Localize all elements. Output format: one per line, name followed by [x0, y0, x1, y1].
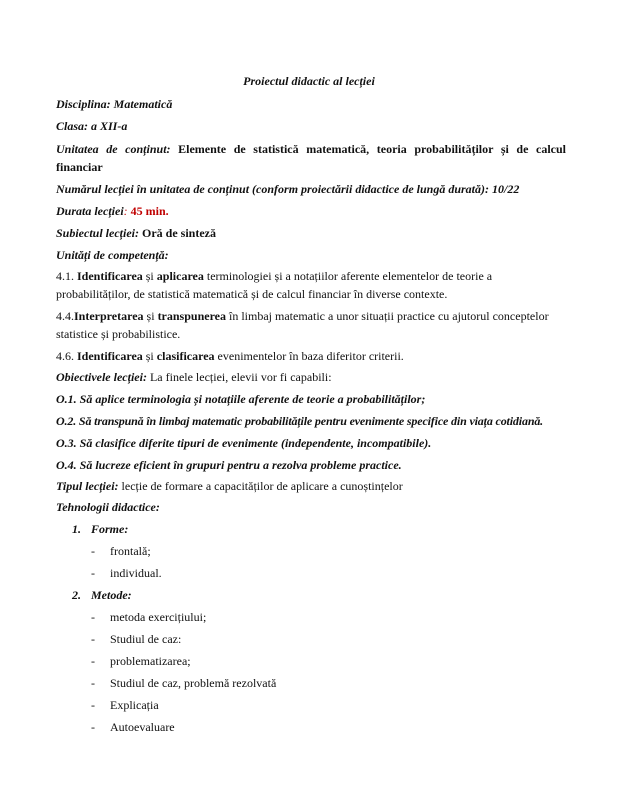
forme-item: frontală;	[110, 544, 151, 558]
unitatea-value: Elemente de statistică matematică, teoria probabilităților și de calcul	[170, 142, 566, 156]
durata-label: Durata lecției	[56, 204, 124, 218]
metode-item: Explicația	[110, 698, 159, 712]
competenta-4-1-line2: probabilităților, de statistică matematică și de calcul financiar în diverse contexte.	[56, 287, 448, 301]
competenta-num: 4.1.	[56, 269, 77, 283]
unitati-label: Unități de competență:	[56, 248, 169, 262]
bullet-dash: -	[91, 544, 95, 558]
competenta-conj: și	[142, 269, 157, 283]
page-title: Proiectul didactic al lecției	[243, 74, 375, 88]
competenta-verb1: Identificarea	[77, 349, 143, 363]
bullet-dash: -	[91, 720, 95, 734]
subiect-label: Subiectul lecției:	[56, 226, 139, 240]
metode-item: Autoevaluare	[110, 720, 175, 734]
subiect-value: Oră de sinteză	[139, 226, 216, 240]
tipul-value: lecție de formare a capacităților de aplicare a cunoștințelor	[118, 479, 403, 493]
tehnologii-label: Tehnologii didactice:	[56, 500, 160, 514]
bullet-dash: -	[91, 610, 95, 624]
competenta-rest: în limbaj matematic a unor situații practice cu ajutorul conceptelor	[226, 309, 549, 323]
competenta-4-1	[56, 269, 566, 283]
metode-item: metoda exercițiului;	[110, 610, 207, 624]
bullet-dash: -	[91, 566, 95, 580]
bullet-dash: -	[91, 676, 95, 690]
clasa: Clasa: a XII-a	[56, 119, 128, 133]
unitatea-line1	[56, 142, 566, 156]
obiectiv-o4: O.4. Să lucreze eficient în grupuri pentru a rezolva probleme practice.	[56, 458, 402, 472]
competenta-rest: evenimentelor în baza diferitor criterii.	[214, 349, 404, 363]
unitatea-label: Unitatea de conținut:	[56, 142, 171, 156]
tipul-label: Tipul lecției:	[56, 479, 119, 493]
competenta-verb2: clasificarea	[156, 349, 215, 363]
bullet-dash: -	[91, 698, 95, 712]
metode-item: problematizarea;	[110, 654, 191, 668]
durata-sep: :	[123, 204, 131, 218]
competenta-rest: terminologiei și a notațiilor aferente elementelor de teorie a	[203, 269, 493, 283]
competenta-verb1: Identificarea	[77, 269, 143, 283]
metode-item: Studiul de caz:	[110, 632, 182, 646]
unitatea-line2: financiar	[56, 160, 103, 174]
competenta-4-4	[56, 309, 566, 323]
obiectiv-o2: O.2. Să transpună în limbaj matematic probabilitățile pentru evenimente specifice din viața cotidiană.	[56, 414, 544, 428]
tipul-lectiei	[56, 479, 566, 493]
obiectiv-o3: O.3. Să clasifice diferite tipuri de evenimente (independente, incompatibile).	[56, 436, 432, 450]
obiective-label: Obiectivele lecției:	[56, 370, 147, 384]
durata-value: 45 min.	[130, 204, 169, 218]
competenta-num: 4.6.	[56, 349, 77, 363]
durata	[56, 204, 566, 218]
obiective	[56, 370, 566, 384]
metode-label: Metode:	[91, 588, 132, 602]
disciplina: Disciplina: Matematică	[56, 97, 173, 111]
metode-item: Studiul de caz, problemă rezolvată	[110, 676, 277, 690]
forme-number: 1.	[72, 522, 81, 536]
subiect	[56, 226, 566, 240]
bullet-dash: -	[91, 632, 95, 646]
bullet-dash: -	[91, 654, 95, 668]
forme-label: Forme:	[91, 522, 129, 536]
metode-number: 2.	[72, 588, 81, 602]
obiectiv-o1: O.1. Să aplice terminologia și notațiile aferente de teorie a probabilităților;	[56, 392, 426, 406]
competenta-num: 4.4.	[56, 309, 74, 323]
competenta-verb1: Interpretarea	[74, 309, 144, 323]
obiective-value: La finele lecției, elevii vor fi capabili:	[146, 370, 332, 384]
competenta-4-6	[56, 349, 566, 363]
competenta-verb2: transpunerea	[157, 309, 227, 323]
competenta-4-4-line2: statistice și probabilistice.	[56, 327, 181, 341]
competenta-conj: și	[142, 349, 157, 363]
forme-item: individual.	[110, 566, 162, 580]
competenta-verb2: aplicarea	[156, 269, 204, 283]
numarul-lectiei: Numărul lecției în unitatea de conținut (conform proiectării didactice de lungă durată): 10/22	[56, 182, 520, 196]
competenta-conj: și	[143, 309, 158, 323]
